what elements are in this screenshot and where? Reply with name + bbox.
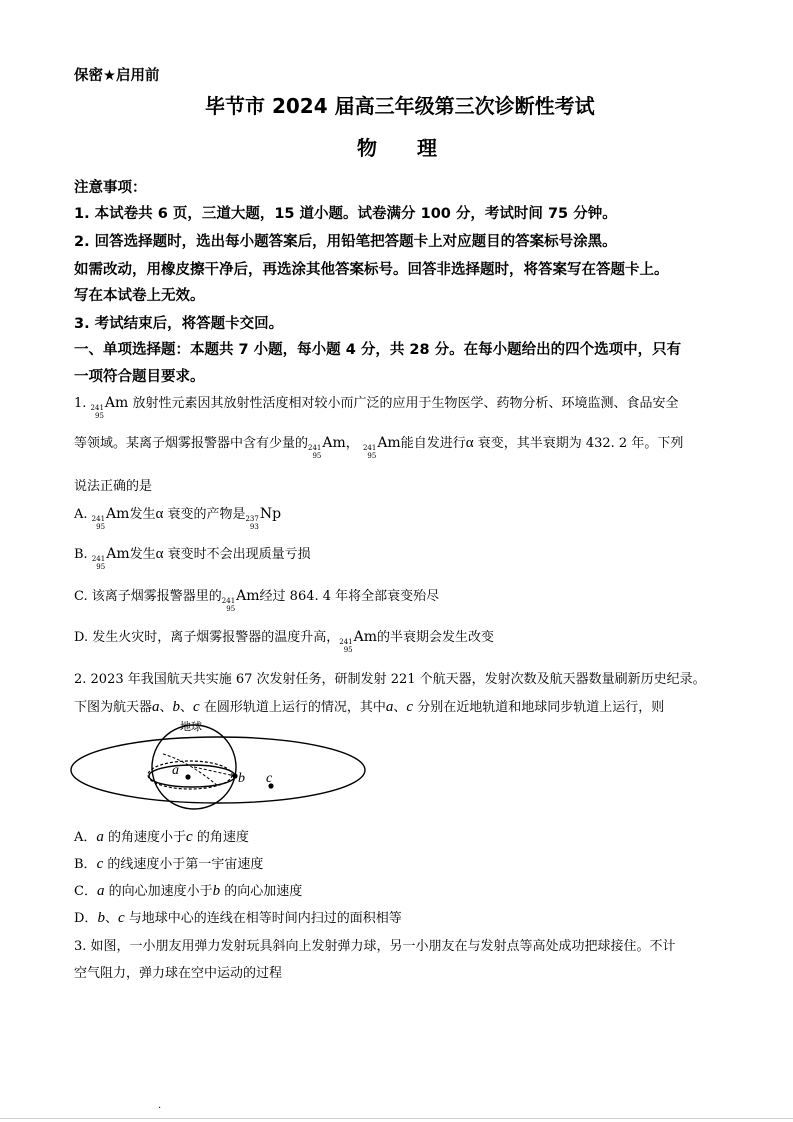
q1-text: 放射性元素因其放射性活度相对较小而广泛的应用于生物医学、药物分析、环境监测、食品安全: [132, 396, 679, 411]
notice-heading: 注意事项：: [74, 180, 147, 196]
q1-line-3: 说法正确的是: [74, 479, 153, 494]
q2-option-a[interactable]: A．a 的角速度小于c 的角速度: [74, 829, 249, 845]
section-heading-cont: 一项符合题目要求。: [74, 369, 205, 385]
footer-dot: .: [158, 1100, 162, 1111]
sync-orbit: [71, 737, 365, 803]
notice-item-3: 3. 考试结束后，将答题卡交回。: [74, 316, 284, 332]
q1-option-c[interactable]: C. 该离子烟雾报警器里的 241 95 Am经过 864. 4 年将全部衰变殆尽: [74, 588, 440, 613]
q1-line-1: [74, 392, 678, 420]
label-c: c: [266, 771, 273, 786]
page-bottom-rule: [0, 1118, 793, 1119]
q1-option-d[interactable]: D. 发生火灾时，离子烟雾报警器的温度升高， 241 95 Am的半衰期会发生改变: [74, 629, 495, 654]
nuclide-am: 241 95 Am: [90, 395, 129, 420]
exam-title: 毕节市 2024 届高三年级第三次诊断性考试: [205, 94, 595, 118]
section-heading: 一、单项选择题：本题共 7 小题，每小题 4 分，共 28 分。在每小题给出的四个选项中，只有: [74, 342, 682, 358]
label-b: b: [238, 771, 245, 786]
q1-line-2: 等领域。某离子烟雾报警器中含有少量的 241 95 Am， 241 95 Am能自发进行α 衰变，其半衰期为 432. 2 年。下列: [74, 435, 684, 460]
satellite-a: [185, 774, 190, 779]
satellite-b: [232, 773, 237, 778]
q3-line-1: 3. 如图，一小朋友用弹力发射玩具斜向上发射弹力球，另一小朋友在与发射点等高处成功把球接住。不计: [74, 939, 676, 954]
q1-number: 1.: [74, 396, 87, 411]
nuclide-am: 241 95 Am: [362, 435, 401, 460]
notice-item-1: 1. 本试卷共 6 页，三道大题，15 道小题。试卷满分 100 分，考试时间 75 分钟。: [74, 206, 617, 222]
q1-option-b[interactable]: B. 241 95 Am发生α 衰变时不会出现质量亏损: [74, 546, 311, 571]
q2-line-1: 2. 2023 年我国航天共实施 67 次发射任务，研制发射 221 个航天器，发射次数及航天器数量刷新历史纪录。: [74, 672, 706, 687]
q2-option-d[interactable]: D．b、c 与地球中心的连线在相等时间内扫过的面积相等: [74, 910, 402, 926]
nuclide-np: 237 93 Np: [245, 506, 282, 531]
q3-line-2: 空气阻力，弹力球在空中运动的过程: [74, 966, 283, 981]
nuclide-am: 241 95 Am: [308, 435, 346, 460]
notice-item-2-end: 写在本试卷上无效。: [74, 288, 205, 304]
label-a: a: [172, 763, 179, 778]
secret-label: 保密★启用前: [74, 68, 160, 84]
orbit-b: [149, 765, 235, 787]
q2-option-b[interactable]: B．c 的线速度小于第一宇宙速度: [74, 856, 264, 872]
q1-option-a[interactable]: A. 241 95 Am发生α 衰变的产物是 237 93 Np: [74, 506, 282, 531]
label-earth: 地球: [180, 720, 202, 733]
q2-line-2: 下图为航天器a、b、c 在圆形轨道上运行的情况，其中a、c 分别在近地轨道和地球同步轨道上运行，则: [74, 699, 665, 715]
q2-option-c[interactable]: C．a 的向心加速度小于b 的向心加速度: [74, 883, 303, 899]
notice-item-2: 2. 回答选择题时，选出每小题答案后，用铅笔把答题卡上对应题目的答案标号涂黑。: [74, 234, 617, 250]
subject-title: 物 理: [357, 136, 437, 160]
notice-item-2-cont: 如需改动，用橡皮擦干净后，再选涂其他答案标号。回答非选择题时，将答案写在答题卡上。: [74, 262, 669, 278]
orbit-diagram: [68, 716, 368, 816]
